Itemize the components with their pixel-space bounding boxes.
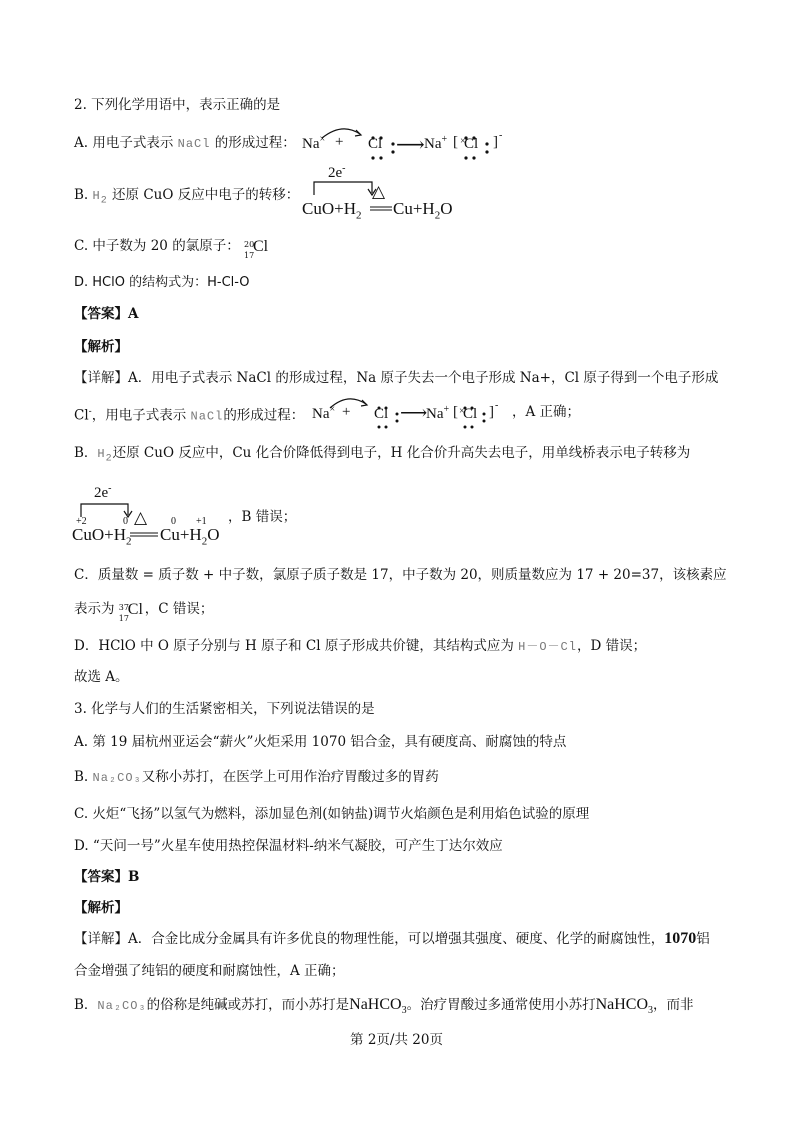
q2-a-electron-formula	[302, 124, 522, 160]
q2-a-na-ion: Na+	[424, 134, 448, 152]
q2-detail-a-arrow: ⟶	[400, 403, 428, 424]
q2-b-electrons: 2e-	[328, 163, 346, 181]
q2-a-arrow: ⟶	[396, 134, 425, 156]
q2-c-nuclide: 20 17 Cl	[244, 237, 269, 260]
q3-detail-a-line1: 【详解】A．合金比成分金属具有许多优良的物理性能，可以增强其强度、硬度、化学的耐腐蚀性，1070铝	[74, 930, 710, 947]
q3-stem: 3. 化学与人们的生活紧密相关，下列说法错误的是	[74, 701, 375, 717]
q3-detail-a-line2: 合金增强了纯铝的硬度和耐腐蚀性，A 正确；	[74, 963, 345, 979]
q3-analysis-heading: 【解析】	[74, 900, 128, 916]
q3-answer: 【答案】B	[74, 869, 140, 885]
q2-detail-b-equation	[72, 481, 242, 547]
q2-detail-a-minus: -	[495, 400, 499, 411]
q3-option-a: A. 第 19 届杭州亚运会“薪火”火炬采用 1070 铝合金，具有硬度高、耐腐蚀的特点	[74, 734, 567, 750]
q2-a-cl: Cl	[368, 136, 383, 152]
q2-a-bracket-close: ]	[493, 134, 498, 150]
q2-detail-a-cl: Cl	[374, 406, 389, 422]
ox-state-h-zero: 0	[123, 516, 128, 527]
q2-b-h2: $H_2$	[92, 189, 108, 207]
q2-detail-a-line1: 【详解】A．用电子式表示 NaCl 的形成过程，Na 原子失去一个电子形成 Na+，Cl 原子得到一个电子形成	[74, 370, 719, 386]
q2-a-bracket-open: [	[453, 134, 458, 150]
q2-detail-b-eq-left: $CuO+H_2$	[72, 525, 132, 548]
page-footer: 第 2页/共 20页	[350, 1032, 443, 1048]
q2-answer: 【答案】A	[74, 306, 139, 322]
ox-state-h-plus1: +1	[196, 516, 207, 527]
q2-option-a	[74, 134, 296, 153]
q3-option-c: C. 火炬“飞扬”以氢气为燃料，添加显色剂(如钠盐)调节火焰颜色是利用焰色试验的原理	[74, 806, 590, 822]
q2-b-equation	[300, 163, 470, 223]
q3-option-b: B. Na₂CO₃又称小苏打，在医学上可用作治疗胃酸过多的胃药	[74, 769, 439, 785]
q2-option-c	[74, 237, 270, 260]
q2-detail-a-line2: Cl-，用电子式表示 NaCl的形成过程：	[74, 407, 305, 424]
q2-detail-b-electrons: 2e-	[94, 483, 112, 501]
q2-a-formula: NaCl	[177, 137, 211, 151]
q2-detail-b-end: ，B 错误；	[228, 509, 297, 525]
q2-a-cl-ion: Cl	[464, 136, 479, 152]
q2-detail-c-nuclide: 37 17 Cl	[118, 600, 143, 623]
q2-detail-a-electron-formula	[312, 394, 517, 430]
q2-a-minus: -	[499, 130, 503, 141]
q2-detail-a-bracket-open: [	[453, 404, 458, 420]
q2-b-eq-left: $CuO+H_2$	[302, 199, 362, 222]
q2-detail-a-na-ion: Na+	[426, 404, 450, 422]
q2-option-b	[74, 186, 299, 210]
ox-state-cu-zero: 0	[171, 516, 176, 527]
q2-detail-a-cross-mark: ×	[459, 406, 465, 417]
q2-detail-b-eq-right: $Cu+H_2O$	[160, 525, 220, 548]
q2-stem: 2. 下列化学用语中，表示正确的是	[74, 97, 281, 113]
q2-a-middle: 的形成过程：	[214, 135, 296, 151]
q3-detail-b-line1: B．Na₂CO₃的俗称是纯碱或苏打，而小苏打是NaHCO$_3$。治疗胃酸过多通常使用小苏打NaHCO$_3$，而非	[74, 996, 694, 1017]
q2-detail-c-line2: 表示为 37 17 Cl ，C 错误；	[74, 600, 214, 623]
q2-detail-c-line1: C．质量数 = 质子数 + 中子数，氯原子质子数是 17，中子数为 20，则质量数应为 17 + 20=37，该核素应	[74, 567, 727, 583]
q3-option-d: D. “天问一号”火星车使用热控保温材料-纳米气凝胶，可产生丁达尔效应	[74, 838, 503, 854]
q2-a-cross-mark: ×	[460, 136, 466, 147]
q2-conclusion: 故选 A。	[74, 669, 129, 685]
q2-analysis-heading: 【解析】	[74, 339, 128, 355]
q2-b-text: 还原 CuO 反应中电子的转移：	[112, 187, 300, 203]
q2-c-text: C. 中子数为 20 的氯原子：	[74, 238, 240, 254]
q2-detail-a-bracket-close: ]	[489, 404, 494, 420]
q2-detail-a-plus: +	[342, 404, 351, 420]
q2-detail-b-line1: B．$H_2$还原 CuO 反应中，Cu 化合价降低得到电子，H 化合价升高失去电子，用单线桥表示电子转移为	[74, 445, 691, 465]
heat-triangle-icon: △	[134, 508, 148, 527]
q2-b-prefix: B.	[74, 187, 89, 203]
q2-a-na: Na×	[302, 134, 326, 152]
q2-detail-a-end: ，A 正确；	[512, 404, 581, 420]
q2-a-prefix: A. 用电子式表示	[74, 135, 174, 151]
q2-a-plus: +	[335, 134, 344, 150]
q2-b-eq-right: $Cu+H_2O$	[393, 199, 453, 222]
q2-detail-d: D．HClO 中 O 原子分别与 H 原子和 Cl 原子形成共价键，其结构式应为 H－O－Cl，D 错误；	[74, 638, 647, 654]
heat-triangle-icon: △	[372, 182, 386, 201]
q2-detail-a-cl-ion: Cl	[463, 406, 478, 422]
q2-detail-a-na: Na×	[312, 404, 336, 422]
ox-state-cu-plus2: +2	[76, 516, 87, 527]
q2-option-d: D. HClO 的结构式为：H-Cl-O	[74, 275, 250, 290]
